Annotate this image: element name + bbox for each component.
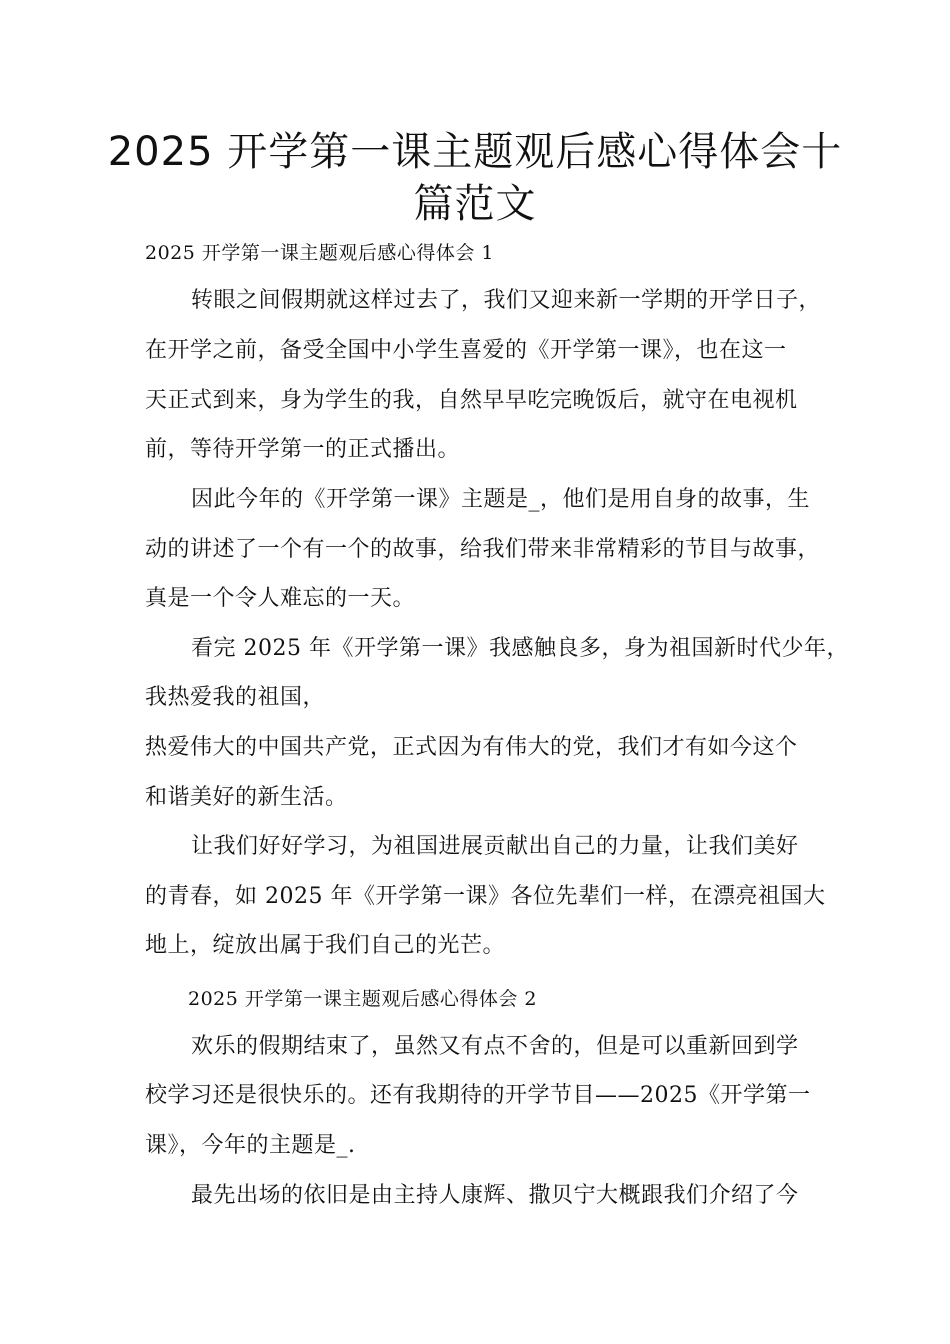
document-title-line-2: 篇范文	[413, 181, 537, 227]
paragraph-line: 看完 2025 年《开学第一课》我感触良多，身为祖国新时代少年，	[191, 636, 849, 661]
paragraph-line: 的青春，如 2025 年《开学第一课》各位先辈们一样，在漂亮祖国大	[145, 884, 826, 909]
paragraph-line: 真是一个令人难忘的一天。	[145, 586, 416, 611]
paragraph-line: 最先出场的依旧是由主持人康辉、撒贝宁大概跟我们介绍了今	[191, 1183, 799, 1208]
paragraph-line: 课》，今年的主题是_.	[145, 1133, 356, 1158]
paragraph-line: 地上，绽放出属于我们自己的光芒。	[145, 933, 506, 958]
paragraph-line: 因此今年的《开学第一课》主题是_，他们是用自身的故事，生	[191, 487, 811, 512]
document-title-line-1: 2025 开学第一课主题观后感心得体会十	[107, 129, 843, 175]
paragraph-line: 在开学之前，备受全国中小学生喜爱的《开学第一课》，也在这一	[145, 338, 787, 363]
paragraph-line: 和谐美好的新生活。	[145, 785, 348, 810]
paragraph-line: 热爱伟大的中国共产党，正式因为有伟大的党，我们才有如今这个	[145, 735, 798, 760]
section-heading-1: 2025 开学第一课主题观后感心得体会 1	[145, 242, 495, 264]
paragraph-line: 欢乐的假期结束了，虽然又有点不舍的，但是可以重新回到学	[191, 1034, 799, 1059]
paragraph-line: 校学习还是很快乐的。还有我期待的开学节目——2025《开学第一	[145, 1083, 811, 1108]
paragraph-line: 转眼之间假期就这样过去了，我们又迎来新一学期的开学日子，	[191, 288, 822, 313]
paragraph-line: 我热爱我的祖国，	[145, 685, 326, 710]
paragraph-line: 天正式到来，身为学生的我，自然早早吃完晚饭后，就守在电视机	[145, 388, 798, 413]
section-heading-2: 2025 开学第一课主题观后感心得体会 2	[188, 988, 538, 1010]
paragraph-line: 前，等待开学第一的正式播出。	[145, 437, 461, 462]
paragraph-line: 让我们好好学习，为祖国进展贡献出自己的力量，让我们美好	[191, 834, 799, 859]
paragraph-line: 动的讲述了一个有一个的故事，给我们带来非常精彩的节目与故事，	[145, 537, 821, 562]
